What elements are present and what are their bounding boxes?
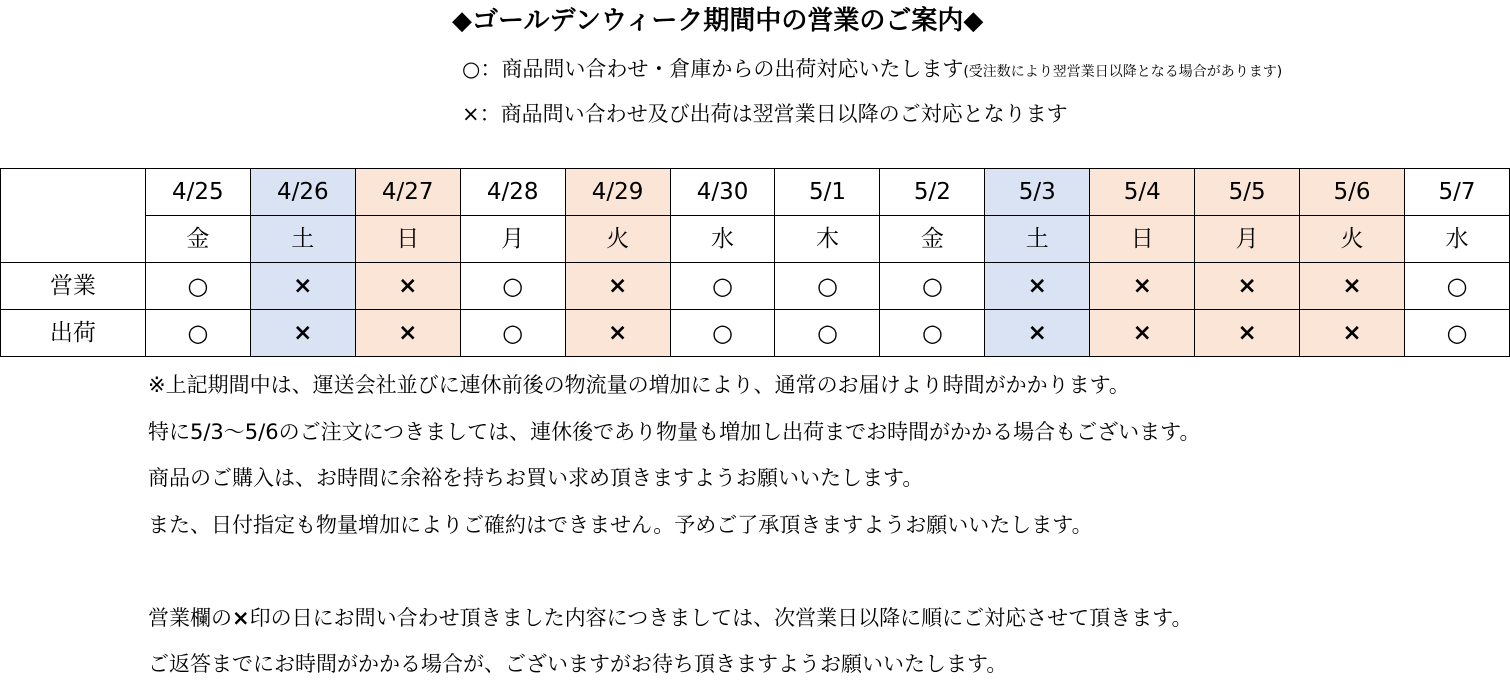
weekday-row [1, 216, 1510, 263]
business-status-cell [985, 263, 1090, 310]
shipping-status-cell-text: ○ [712, 318, 733, 347]
note-text: 営業欄の [148, 605, 232, 630]
business-row [1, 263, 1510, 310]
date-cell [355, 169, 460, 216]
weekday-cell [460, 216, 565, 263]
note-line: 特に5/3～5/6のご注文につきましては、連休後であり物量も増加し出荷までお時間がかかる場合もございます。 [148, 419, 1201, 444]
business-status-cell-text: ○ [712, 271, 733, 300]
weekday-cell-text: 金 [920, 225, 944, 252]
shipping-status-cell-text: × [1237, 319, 1257, 346]
business-status-cell [670, 263, 775, 310]
weekday-cell-text: 月 [1235, 225, 1259, 252]
weekday-cell-text: 木 [815, 225, 839, 252]
note-line: また、日付指定も物量増加によりご確約はできません。予めご了承頂きますようお願いいたします。 [148, 512, 1093, 537]
business-status-cell [880, 263, 985, 310]
business-status-cell-text: ○ [502, 271, 524, 300]
date-cell [460, 169, 565, 216]
shipping-status-cell [565, 310, 670, 357]
weekday-cell [145, 216, 250, 263]
date-cell-text: 4/29 [591, 178, 644, 205]
legend-open [462, 54, 1282, 87]
business-status-cell-text: ○ [1446, 271, 1468, 300]
date-cell-text: 4/30 [696, 178, 749, 205]
page-title: ◆ゴールデンウィーク期間中の営業のご案内◆ [452, 6, 984, 36]
shipping-row-label: 出荷 [1, 310, 146, 357]
shipping-status-cell-text: × [398, 319, 418, 346]
shipping-status-cell-text: ○ [502, 318, 524, 347]
date-cell-text: 4/28 [486, 178, 539, 205]
date-cell [985, 169, 1090, 216]
weekday-cell [1405, 216, 1510, 263]
date-cell [1300, 169, 1405, 216]
note-line [148, 595, 1201, 642]
weekday-cell [775, 216, 880, 263]
business-status-cell-text: ○ [921, 271, 943, 300]
weekday-cell [565, 216, 670, 263]
shipping-status-cell [670, 310, 775, 357]
note-line: ※上記期間中は、運送会社並びに連休前後の物流量の増加により、通常のお届けより時間がかかります。 [148, 373, 1130, 397]
shipping-status-cell [460, 310, 565, 357]
date-cell [880, 169, 985, 216]
business-status-cell-text: ○ [187, 271, 209, 300]
date-cell-text: 4/27 [381, 178, 434, 205]
notes-section [148, 362, 1201, 688]
business-status-cell [145, 263, 250, 310]
business-status-cell [775, 263, 880, 310]
shipping-status-cell-text: ○ [816, 318, 838, 347]
date-cell [145, 169, 250, 216]
date-cell-text: 5/4 [1123, 178, 1161, 205]
weekday-cell-text: 土 [291, 225, 315, 252]
date-cell-text: 5/7 [1438, 178, 1476, 205]
business-status-cell [1405, 263, 1510, 310]
business-status-cell-text: × [1342, 272, 1362, 299]
shipping-status-cell [355, 310, 460, 357]
business-status-cell [1300, 263, 1405, 310]
business-status-cell-text: ○ [816, 271, 838, 300]
weekday-cell-text: 月 [501, 225, 525, 252]
weekday-cell [1090, 216, 1195, 263]
date-row [1, 169, 1510, 216]
business-status-cell [460, 263, 565, 310]
date-cell [775, 169, 880, 216]
weekday-cell-text: 水 [1445, 225, 1469, 252]
legend-open-note: (受注数により翌営業日以降となる場合があります) [963, 64, 1283, 80]
shipping-status-cell [1405, 310, 1510, 357]
note-spacer [148, 548, 1201, 595]
business-status-cell [565, 263, 670, 310]
shipping-status-cell [985, 310, 1090, 357]
date-cell-text: 4/26 [276, 178, 329, 205]
shipping-status-cell [145, 310, 250, 357]
shipping-status-cell-text: × [1027, 319, 1047, 346]
business-status-cell [1195, 263, 1300, 310]
weekday-cell-text: 土 [1025, 225, 1049, 252]
weekday-cell-text: 水 [711, 225, 735, 252]
weekday-cell [1300, 216, 1405, 263]
shipping-status-cell-text: × [607, 319, 628, 346]
shipping-status-cell [775, 310, 880, 357]
weekday-cell [880, 216, 985, 263]
shipping-status-cell-text: × [1342, 319, 1362, 346]
date-cell-text: 5/6 [1333, 178, 1371, 205]
date-cell [1195, 169, 1300, 216]
business-status-cell-text: × [607, 272, 628, 299]
weekday-cell-text: 日 [1130, 225, 1154, 252]
date-cell [250, 169, 355, 216]
date-cell-text: 5/1 [808, 178, 846, 205]
shipping-status-cell [1090, 310, 1195, 357]
shipping-row [1, 310, 1510, 357]
business-status-cell-text: × [1237, 272, 1257, 299]
business-status-cell [1090, 263, 1195, 310]
shipping-status-cell [880, 310, 985, 357]
shipping-status-cell [250, 310, 355, 357]
date-cell [670, 169, 775, 216]
business-status-cell-text: × [1027, 272, 1047, 299]
schedule-table [0, 168, 1510, 357]
date-cell-text: 5/5 [1228, 178, 1266, 205]
date-cell-text: 5/2 [913, 178, 951, 205]
business-status-cell [250, 263, 355, 310]
note-line: ご返答までにお時間がかかる場合が、ございますがお待ち頂きますようお願いいたします。 [148, 652, 1008, 676]
note-line: 商品のご購入は、お時間に余裕を持ちお買い求め頂きますようお願いいたします。 [148, 466, 924, 490]
shipping-status-cell-text: ○ [187, 318, 209, 347]
business-status-cell-text: × [293, 272, 313, 299]
weekday-cell [250, 216, 355, 263]
legend-open-text: ○：商品問い合わせ・倉庫からの出荷対応いたします [462, 57, 964, 81]
business-status-cell-text: × [398, 272, 418, 299]
business-status-cell [355, 263, 460, 310]
shipping-status-cell-text: ○ [1446, 318, 1468, 347]
weekday-cell [1195, 216, 1300, 263]
weekday-cell-text: 火 [606, 225, 630, 252]
header-corner-cell [1, 169, 146, 263]
weekday-cell-text: 日 [396, 225, 420, 252]
shipping-status-cell-text: × [293, 319, 313, 346]
business-row-label: 営業 [1, 263, 146, 310]
business-status-cell-text: × [1132, 272, 1152, 299]
cross-mark: × [232, 605, 250, 630]
date-cell-text: 5/3 [1018, 178, 1056, 205]
weekday-cell [985, 216, 1090, 263]
legend-closed: ×：商品問い合わせ及び出荷は翌営業日以降のご対応となります [462, 102, 1068, 126]
shipping-status-cell [1300, 310, 1405, 357]
date-cell [1090, 169, 1195, 216]
note-text: 印の日にお問い合わせ頂きました内容につきましては、次営業日以降に順にご対応させて頂きます。 [249, 605, 1193, 630]
shipping-status-cell-text: ○ [921, 318, 943, 347]
date-cell [565, 169, 670, 216]
weekday-cell-text: 金 [186, 225, 210, 252]
date-cell-text: 4/25 [172, 178, 224, 205]
shipping-status-cell-text: × [1132, 319, 1152, 346]
weekday-cell [670, 216, 775, 263]
weekday-cell-text: 火 [1340, 225, 1364, 252]
shipping-status-cell [1195, 310, 1300, 357]
date-cell [1405, 169, 1510, 216]
weekday-cell [355, 216, 460, 263]
